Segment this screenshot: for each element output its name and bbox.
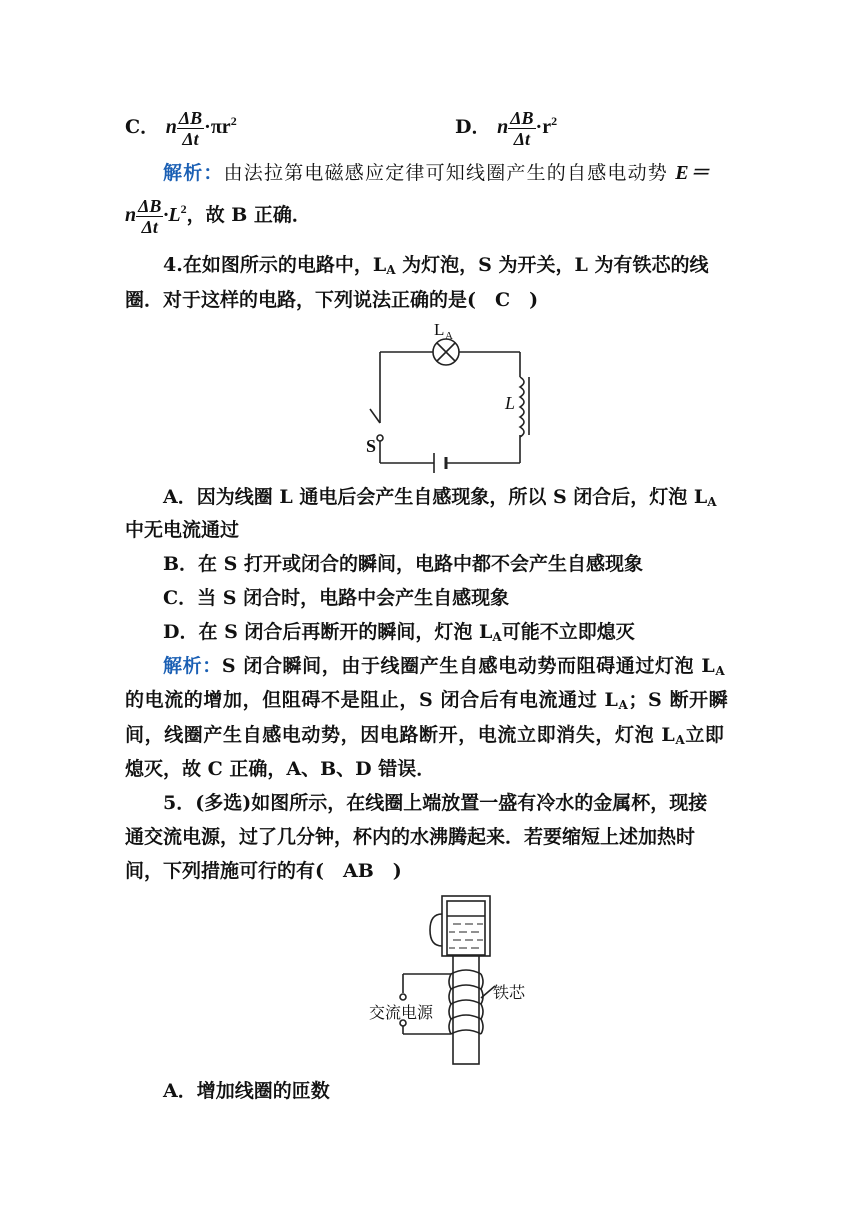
q4-stem-line-2: 圈．对于这样的电路，下列说法正确的是( C ) — [125, 289, 539, 311]
q4-analysis-line-3: 间，线圈产生自感电动势，因电路断开，电流立即消失，灯泡 $L_A$立即 — [125, 724, 725, 747]
switch-label: S — [366, 436, 377, 456]
q5-option-a: A．增加线圈的匝数 — [163, 1080, 330, 1102]
q4-option-a-line-1: A．因为线圈 L 通电后会产生自感现象，所以 S 闭合后，灯泡 $L_A$ — [163, 486, 717, 509]
q4-option-b: B．在 S 打开或闭合的瞬间，电路中都不会产生自感现象 — [163, 553, 644, 575]
q5-stem-line-1: 5．(多选)如图所示，在线圈上端放置一盛有冷水的金属杯，现接 — [163, 792, 708, 814]
lamp-symbol — [433, 339, 459, 365]
option-label: C． — [125, 116, 160, 139]
svg-text:A: A — [445, 330, 453, 342]
q4-option-c: C．当 S 闭合时，电路中会产生自感现象 — [163, 587, 510, 609]
core-label: 铁芯 — [493, 985, 526, 1002]
q5-stem-line-2: 通交流电源，过了几分钟，杯内的水沸腾起来．若要缩短上述加热时 — [125, 826, 696, 848]
coil-symbol — [514, 377, 529, 437]
q4-stem-line-1: 4.在如图所示的电路中，$L_A$ 为灯泡，S 为开关，L 为有铁芯的线 — [163, 254, 709, 277]
q4-option-a-line-2: 中无电流通过 — [125, 519, 240, 541]
q4-analysis-line-1: 解析：S 闭合瞬间，由于线圈产生自感电动势而阻碍通过灯泡 $L_A$ — [163, 655, 726, 678]
option-c — [125, 108, 237, 149]
formula-c: n $\frac{\Delta B}{\Delta t}$ $\cdot\pi r^2$ — [165, 108, 237, 149]
q4-option-d: D．在 S 闭合后再断开的瞬间，灯泡 $L_A$可能不立即熄灭 — [163, 621, 635, 644]
ac-source-label: 交流电源 — [369, 1005, 434, 1022]
option-label: D． — [455, 116, 491, 139]
answer-3-line-1: 解析：由法拉第电磁感应定律可知线圈产生的自感电动势 E＝ — [163, 162, 712, 184]
q5-stem-line-3: 间，下列措施可行的有( AB ) — [125, 860, 402, 882]
formula-d: n $\frac{\Delta B}{\Delta t}$ $\cdot r^2$ — [497, 108, 558, 149]
battery-symbol — [434, 453, 446, 473]
coil-label: L — [505, 393, 516, 413]
q4-analysis-line-2: 的电流的增加，但阻碍不是阻止，S 闭合后有电流通过 $L_A$；S 断开瞬 — [125, 689, 729, 712]
induction-heating-diagram — [365, 890, 545, 1070]
option-d — [455, 108, 557, 149]
lamp-label: L — [434, 320, 445, 339]
answer-3-line-2: n $\frac{\Delta B}{\Delta t}$ $\cdot L^2$，故 B 正确． — [125, 196, 311, 237]
circuit-diagram — [360, 315, 540, 475]
q4-analysis-line-4: 熄灭，故 C 正确，A、B、D 错误． — [125, 758, 436, 780]
